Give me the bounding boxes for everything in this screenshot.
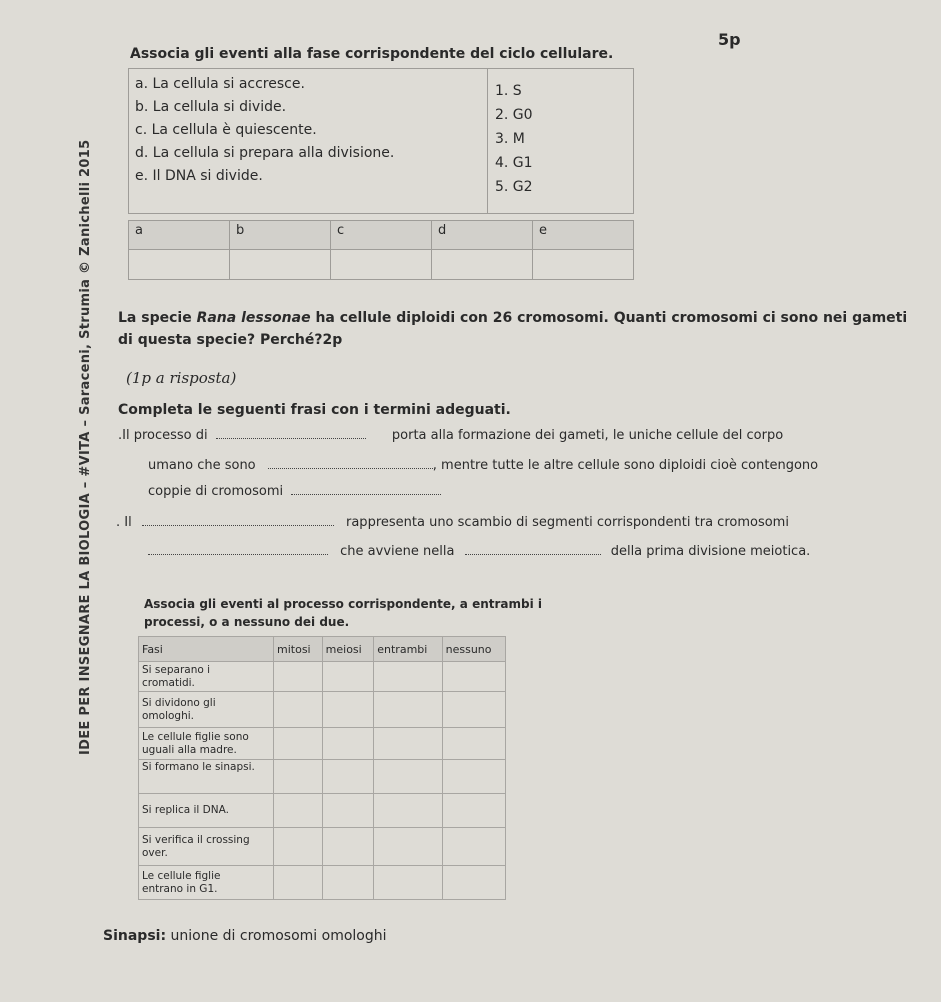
phase-text: Si verifica il crossing	[142, 833, 250, 846]
exercise2-question	[118, 307, 918, 351]
exercise1-box	[128, 68, 634, 214]
table-header: meiosi	[322, 637, 374, 662]
answer-cell[interactable]	[331, 250, 432, 280]
fill-blank[interactable]	[465, 542, 601, 555]
answer-cell[interactable]	[322, 692, 374, 728]
phase-cell	[139, 760, 274, 794]
phase-text: cromatidi.	[142, 676, 195, 689]
fill-text: . Il	[116, 515, 132, 530]
phase-item: 5. G2	[495, 179, 533, 195]
fill-text: che avviene nella	[340, 544, 455, 559]
fill-line-2	[148, 456, 818, 473]
fill-blank[interactable]	[142, 513, 334, 526]
answer-cell[interactable]	[442, 828, 505, 866]
fill-text: , mentre tutte le altre cellule sono diploidi cioè contengono	[432, 458, 819, 473]
event-item: d. La cellula si prepara alla divisione.	[135, 145, 395, 161]
phase-cell	[139, 828, 274, 866]
phases-table	[138, 636, 506, 900]
phase-item: 4. G1	[495, 155, 533, 171]
table-row	[139, 662, 506, 692]
phase-item: 1. S	[495, 83, 522, 99]
phase-cell	[139, 692, 274, 728]
fill-text: rappresenta uno scambio di segmenti corrispondenti tra cromosomi	[346, 515, 789, 530]
event-item: a. La cellula si accresce.	[135, 76, 305, 92]
answer-cell[interactable]	[274, 828, 323, 866]
phase-text: Le cellule figlie	[142, 869, 221, 882]
phase-text: uguali alla madre.	[142, 743, 237, 756]
answer-cell[interactable]	[129, 250, 230, 280]
fill-line-5	[148, 542, 810, 559]
table-row	[139, 866, 506, 900]
answer-cell[interactable]	[230, 250, 331, 280]
table-row	[139, 794, 506, 828]
phase-text: omologhi.	[142, 709, 194, 722]
phase-item: 3. M	[495, 131, 525, 147]
answer-cell[interactable]	[274, 760, 323, 794]
table-row	[139, 828, 506, 866]
answer-cell[interactable]	[533, 250, 634, 280]
phase-item: 2. G0	[495, 107, 533, 123]
answer-cell[interactable]	[442, 760, 505, 794]
fill-text: della prima divisione meiotica.	[610, 544, 811, 559]
answer-cell[interactable]	[374, 866, 442, 900]
exercise1-title: Associa gli eventi alla fase corrispondente del ciclo cellulare.	[130, 46, 614, 62]
q4-title-line: Associa gli eventi al processo corrispondente, a entrambi i	[144, 597, 542, 611]
answer-cell[interactable]	[374, 794, 442, 828]
answer-cell[interactable]	[442, 866, 505, 900]
fill-blank[interactable]	[148, 542, 328, 555]
events-list	[135, 73, 394, 188]
answer-cell[interactable]	[274, 662, 323, 692]
q2-text-after: ha cellule diploidi con 26 cromosomi. Quanti cromosomi ci sono nei gameti di questa specie? Perché?2p	[118, 310, 908, 348]
table-header: Fasi	[139, 637, 274, 662]
phase-cell	[139, 866, 274, 900]
fill-text: porta alla formazione dei gameti, le uniche cellule del corpo	[391, 428, 784, 443]
answer-cell[interactable]	[374, 662, 442, 692]
answer-header: a	[129, 221, 230, 250]
answer-cell[interactable]	[374, 760, 442, 794]
fill-blank[interactable]	[216, 426, 366, 439]
event-item: c. La cellula è quiescente.	[135, 122, 317, 138]
phase-text: Si replica il DNA.	[142, 804, 229, 816]
total-points: 5p	[718, 30, 741, 49]
exercise4-title	[144, 595, 542, 631]
answer-header: c	[331, 221, 432, 250]
phase-text: Si separano i	[142, 663, 211, 676]
phase-text: over.	[142, 846, 168, 859]
answer-cell[interactable]	[322, 866, 374, 900]
answer-cell[interactable]	[274, 692, 323, 728]
q4-title-line: processi, o a nessuno dei due.	[144, 615, 350, 629]
phases-list	[495, 79, 533, 199]
answer-cell[interactable]	[374, 692, 442, 728]
q2-text-before: La specie	[118, 310, 197, 326]
answer-cell[interactable]	[432, 250, 533, 280]
answer-cell[interactable]	[442, 692, 505, 728]
phase-cell	[139, 728, 274, 760]
answer-cell[interactable]	[274, 794, 323, 828]
phase-text: Si dividono gli	[142, 696, 216, 709]
table-row	[139, 728, 506, 760]
event-item: e. Il DNA si divide.	[135, 168, 263, 184]
answer-cell[interactable]	[322, 794, 374, 828]
answer-cell[interactable]	[274, 866, 323, 900]
fill-line-3	[148, 482, 441, 499]
answer-cell[interactable]	[322, 662, 374, 692]
answer-cell[interactable]	[374, 728, 442, 760]
fill-blank[interactable]	[291, 482, 441, 495]
exercise3-title: Completa le seguenti frasi con i termini adeguati.	[118, 402, 511, 418]
fill-text: .Il processo di	[118, 428, 208, 443]
footer-definition	[103, 928, 387, 944]
answer-header: d	[432, 221, 533, 250]
fill-line-1	[118, 426, 783, 443]
phase-cell	[139, 794, 274, 828]
answer-cell[interactable]	[274, 728, 323, 760]
answer-header: e	[533, 221, 634, 250]
answer-header: b	[230, 221, 331, 250]
event-item: b. La cellula si divide.	[135, 99, 287, 115]
answer-cell[interactable]	[374, 828, 442, 866]
table-header: nessuno	[442, 637, 505, 662]
answer-table	[128, 220, 634, 280]
phase-text: entrano in G1.	[142, 882, 218, 895]
table-row	[139, 692, 506, 728]
points-note: (1p a risposta)	[126, 369, 237, 387]
fill-text: umano che sono	[148, 458, 256, 473]
fill-blank[interactable]	[268, 456, 433, 469]
answer-cell[interactable]	[322, 828, 374, 866]
answer-cell[interactable]	[442, 728, 505, 760]
footer-text: unione di cromosomi omologhi	[166, 928, 387, 944]
footer-label: Sinapsi:	[103, 928, 167, 944]
phase-text: Le cellule figlie sono	[142, 730, 249, 743]
q2-species: Rana lessonae	[196, 310, 311, 326]
fill-line-4	[116, 513, 789, 530]
table-header: entrambi	[374, 637, 442, 662]
phase-cell	[139, 662, 274, 692]
answer-cell[interactable]	[442, 662, 505, 692]
answer-cell[interactable]	[442, 794, 505, 828]
answer-cell[interactable]	[322, 760, 374, 794]
table-row	[139, 760, 506, 794]
table-header: mitosi	[274, 637, 323, 662]
box-divider	[487, 69, 488, 213]
side-copyright-text: IDEE PER INSEGNARE LA BIOLOGIA – #VITA – Saraceni, Strumia © Zanichelli 2015	[78, 139, 93, 755]
fill-text: coppie di cromosomi	[148, 484, 284, 499]
phase-text: Si formano le sinapsi.	[142, 761, 255, 773]
answer-cell[interactable]	[322, 728, 374, 760]
